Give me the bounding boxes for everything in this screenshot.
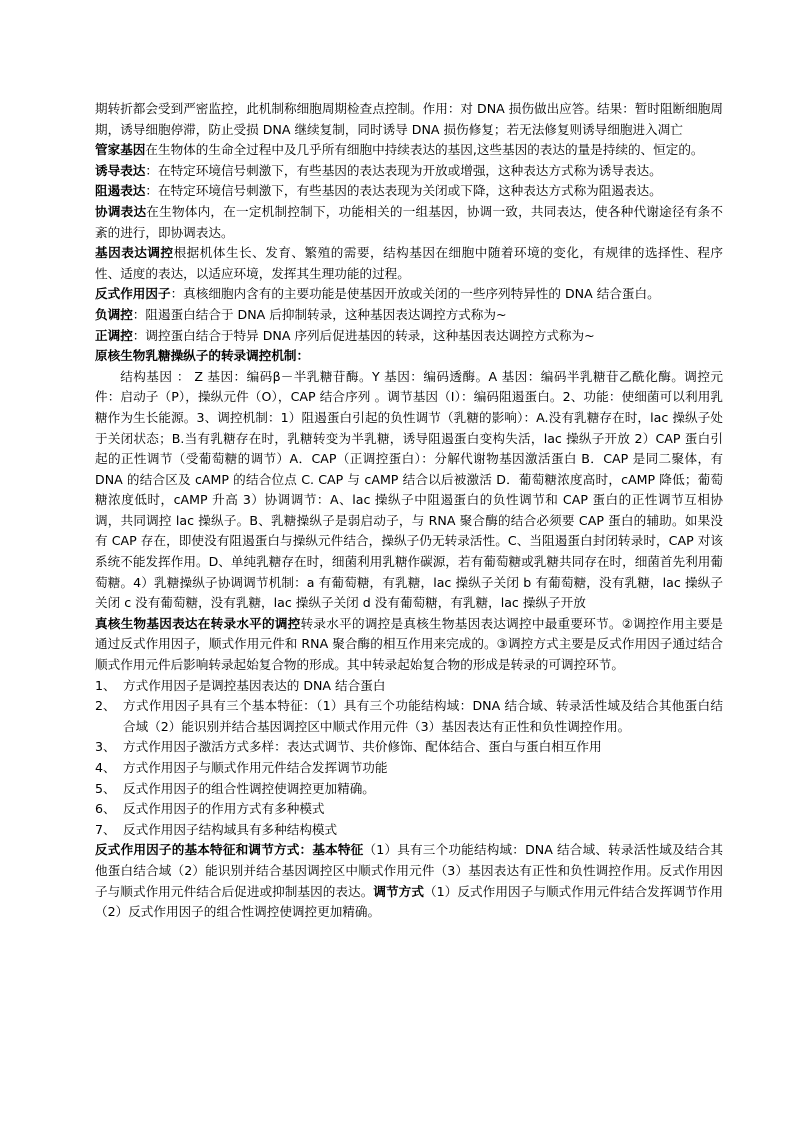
eukaryotic-regulation-paragraph (95, 614, 723, 676)
list-number: 3、 (95, 739, 116, 755)
list-item (95, 676, 723, 697)
term: 真核生物基因表达在转录水平的调控 (95, 615, 301, 631)
definition-housekeeping-gene (95, 140, 723, 161)
term: 诱导表达 (95, 162, 146, 178)
definition-repression (95, 181, 723, 202)
intro-paragraph: 期转折都会受到严密监控，此机制称细胞周期检查点控制。作用：对 DNA 损伤做出应答。结果：暂时阻断细胞周期，诱导细胞停滞，防止受损 DNA 继续复制，同时诱导 DNA 损伤修复；若无法修复则诱导细胞进入凋亡 (95, 101, 723, 137)
definition-coordinate-expression (95, 202, 723, 243)
term: 正调控 (95, 327, 133, 343)
definition-text: 在生物体的生命全过程中及几乎所有细胞中持续表达的基因,这些基因的表达的量是持续的、恒定的。 (145, 142, 704, 158)
list-number: 6、 (95, 801, 116, 817)
list-text: 方式作用因子是调控基因表达的 DNA 结合蛋白 (123, 677, 386, 693)
list-number: 1、 (95, 677, 116, 693)
trans-factor-list (95, 676, 723, 841)
list-text: 反式作用因子的作用方式有多种模式 (123, 801, 325, 817)
definition-text: ：真核细胞内含有的主要功能是使基因开放或关闭的一些序列特异性的 DNA 结合蛋白。 (170, 286, 660, 302)
list-text: 反式作用因子的组合性调控使调控更加精确。 (123, 780, 375, 796)
list-number: 7、 (95, 821, 116, 837)
definition-trans-acting-factor (95, 284, 723, 305)
definition-positive-control (95, 326, 723, 347)
term: 负调控 (95, 306, 133, 322)
list-number: 2、 (95, 698, 116, 714)
list-item (95, 820, 723, 841)
paragraph-text: （1）反式作用因子与顺式作用元件结合发挥调节作用（2）反式作用因子的组合性调控使调控更加精确。 (95, 883, 724, 920)
paragraph-text: 转录水平的调控是真核生物基因表达调控中最重要环节。②调控作用主要是通过反式作用因子，顺式作用元件和 RNA 聚合酶的相互作用来完成的。③调控方式主要是反式作用因子通过结合顺式作用元件后影响转录起始复合物的形成。其中转录起始复合物的形成是转录的可调控环节。 (95, 615, 724, 673)
list-text: 方式作用因子与顺式作用元件结合发挥调节功能 (123, 760, 388, 775)
term: 协调表达 (95, 203, 147, 219)
list-number: 5、 (95, 780, 116, 796)
list-item (95, 799, 723, 820)
definition-text: ：调控蛋白结合于特异 DNA 序列后促进基因的转录，这种基因表达调控方式称为~ (132, 327, 595, 343)
list-number: 4、 (95, 760, 116, 775)
paragraph-text: （1）具有三个功能结构域：DNA 结合域、转录活性域及结合其他蛋白结合域（2）能识别并结合基因调控区中顺式作用元件（3）基因表达有正性和负性调控作用。反式作用因子与顺式作用元件结合后促进或抑制基因的表达。 (95, 842, 724, 899)
list-item (95, 696, 723, 737)
list-item (95, 758, 723, 779)
term: 基因表达调控 (95, 245, 174, 261)
lac-operon-body: 结构基因 ： Z 基因：编码β－半乳糖苷酶。Y 基因：编码透酶。A 基因：编码半乳糖苷乙酰化酶。调控元件：启动子（P），操纵元件（O），CAP 结合序列 。调节基因（I）：编码阻遏蛋白。2、功能：使细菌可以利用乳糖作为生长能源。3、调控机制：1）阻遏蛋白引起的负性调节（乳糖的影响）：A.没有乳糖存在时，lac 操纵子处于关闭状态；B.当有乳糖存在时，乳糖转变为半乳糖，诱导阻遏蛋白变构失活，lac 操纵子开放 2）CAP 蛋白引起的正性调节（受葡萄糖的调节）A．CAP（正调控蛋白）：分解代谢物基因激活蛋白 B．CAP 是同二聚体，有 DNA 的结合区及 cAMP 的结合位点 C. CAP 与 cAMP 结合以后被激活 D．葡萄糖浓度高时，cAMP 降低；葡萄糖浓度低时，cAMP 升高 3）协调调节：A、lac 操纵子中阻遏蛋白的负性调节和 CAP 蛋白的正性调节互相协调，共同调控 lac 操纵子。B、乳糖操纵子是弱启动子，与 RNA 聚合酶的结合必须要 CAP 蛋白的辅助。如果没有 CAP 存在，即使没有阻遏蛋白与操纵元件结合，操纵子仍无转录活性。C、当阻遏蛋白封闭转录时，CAP 对该系统不能发挥作用。D、单纯乳糖存在时，细菌利用乳糖作碳源，若有葡萄糖或乳糖共同存在时，细菌首先利用葡萄糖。4）乳糖操纵子协调调节机制：a 有葡萄糖，有乳糖，lac 操纵子关闭 b 有葡萄糖，没有乳糖，lac 操纵子关闭 c 没有葡萄糖，没有乳糖，lac 操纵子关闭 d 没有葡萄糖，有乳糖，lac 操纵子开放 (95, 368, 723, 611)
term: 反式作用因子 (95, 286, 171, 302)
definition-induction (95, 161, 723, 182)
definition-negative-control (95, 305, 723, 326)
lac-operon-heading: 原核生物乳糖操纵子的转录调控机制： (95, 348, 310, 364)
list-text: 方式作用因子具有三个基本特征：（1）具有三个功能结构域：DNA 结合域、转录活性域及结合其他蛋白结合域（2）能识别并结合基因调控区中顺式作用元件（3）基因表达有正性和负性调控作用。 (123, 698, 723, 734)
list-text: 反式作用因子结构域具有多种结构模式 (123, 821, 338, 837)
list-item (95, 779, 723, 800)
list-text: 方式作用因子激活方式多样：表达式调节、共价修饰、配体结合、蛋白与蛋白相互作用 (123, 739, 602, 755)
term: 管家基因 (95, 142, 146, 158)
definition-text: ：在特定环境信号刺激下，有些基因的表达表现为关闭或下降，这种表达方式称为阻遏表达。 (145, 183, 662, 199)
definition-text: 在生物体内，在一定机制控制下，功能相关的一组基因，协调一致，共同表达，使各种代谢途径有条不紊的进行，即协调表达。 (95, 203, 724, 240)
definition-text: ：在特定环境信号刺激下，有些基因的表达表现为开放或增强，这种表达方式称为诱导表达。 (145, 162, 662, 178)
definition-text: ：阻遏蛋白结合于 DNA 后抑制转录，这种基因表达调控方式称为~ (132, 306, 507, 322)
term: 基本特征 (312, 842, 364, 858)
term: 调节方式 (373, 883, 424, 899)
term: 阻遏表达 (95, 183, 146, 199)
final-paragraph (95, 840, 723, 922)
definition-gene-regulation (95, 243, 723, 284)
document-page (95, 99, 723, 923)
term: 反式作用因子的基本特征和调节方式： (95, 842, 313, 858)
list-item (95, 737, 723, 758)
definition-text: 根据机体生长、发育、繁殖的需要，结构基因在细胞中随着环境的变化，有规律的选择性、程序性、适度的表达，以适应环境，发挥其生理功能的过程。 (95, 245, 723, 281)
